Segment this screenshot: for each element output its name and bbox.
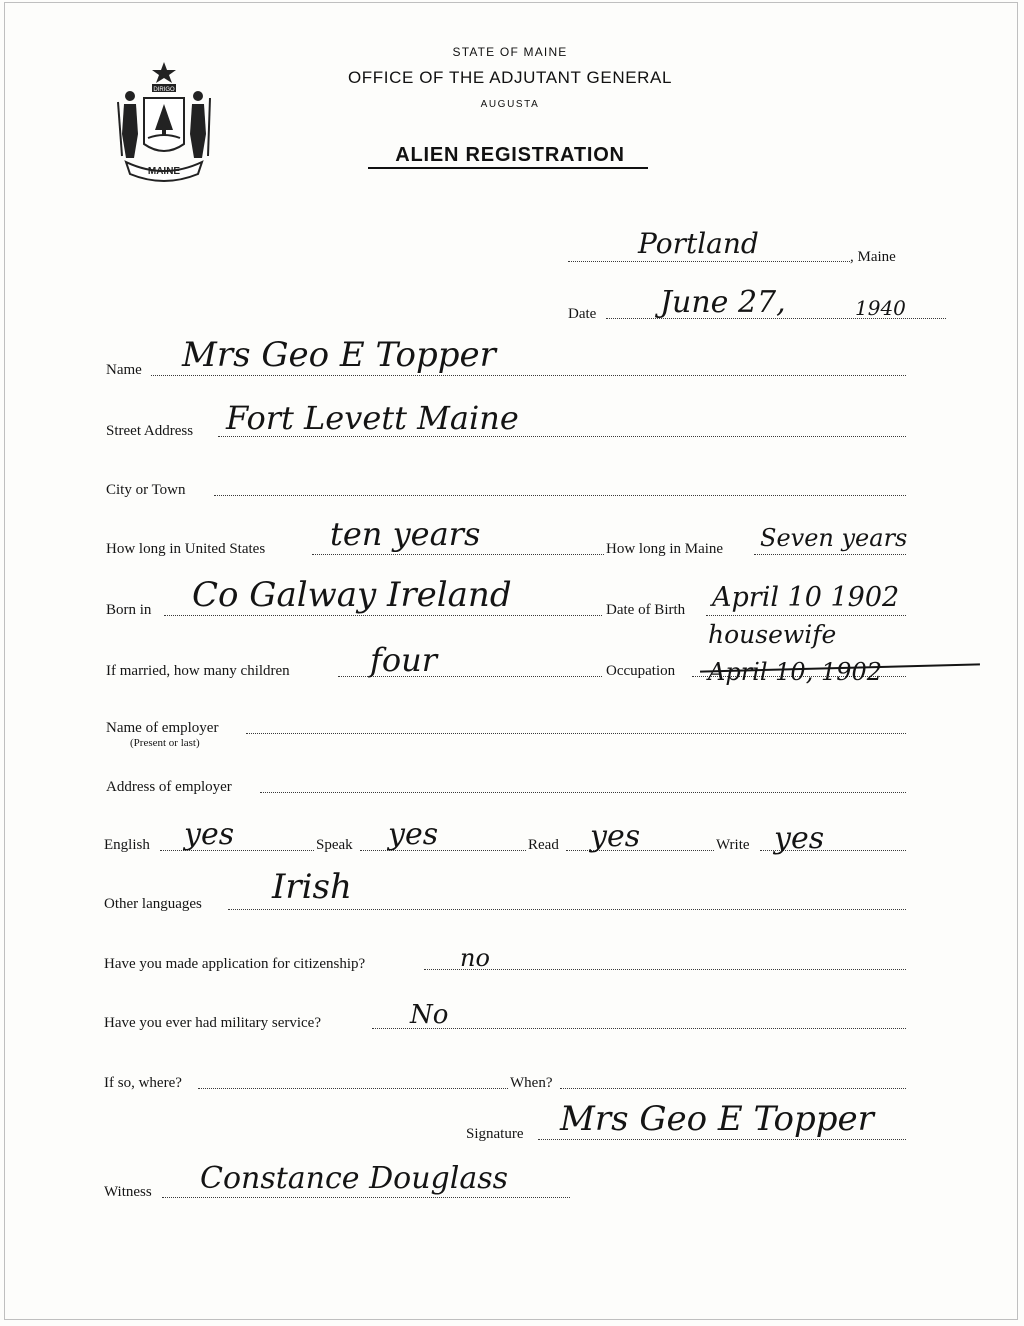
if-so-where-label: If so, where?: [104, 1075, 182, 1091]
citizenship-line: [424, 969, 906, 970]
employer-address-line: [260, 792, 906, 793]
how-long-maine-label: How long in Maine: [606, 541, 724, 557]
english-value[interactable]: yes: [184, 817, 235, 852]
occupation-label: Occupation: [606, 663, 676, 679]
military-line: [372, 1028, 906, 1029]
svg-text:MAINE: MAINE: [147, 166, 181, 177]
employer-name-label: Name of employer: [106, 720, 219, 736]
street-address-value[interactable]: Fort Levett Maine: [226, 399, 519, 437]
employer-address-label: Address of employer: [106, 779, 232, 795]
children-label: If married, how many children: [106, 663, 290, 679]
signature-value[interactable]: Mrs Geo E Topper: [560, 1099, 874, 1139]
how-long-us-label: How long in United States: [106, 541, 266, 557]
born-in-line: [164, 615, 602, 616]
employer-note: (Present or last): [130, 737, 200, 749]
how-long-maine-line: [754, 554, 906, 555]
city-label: City or Town: [106, 482, 186, 498]
citizenship-label: Have you made application for citizenship?: [104, 956, 366, 972]
other-languages-label: Other languages: [104, 896, 202, 912]
children-value[interactable]: four: [370, 641, 438, 679]
witness-label: Witness: [104, 1184, 152, 1200]
write-value[interactable]: yes: [774, 821, 825, 856]
occupation-value[interactable]: housewife: [708, 620, 837, 649]
name-value[interactable]: Mrs Geo E Topper: [182, 335, 496, 375]
signature-label: Signature: [466, 1126, 524, 1142]
name-label: Name: [106, 362, 142, 378]
write-label: Write: [716, 837, 750, 853]
signature-line: [538, 1139, 906, 1140]
maine-state-seal: [108, 58, 220, 184]
born-in-value[interactable]: Co Galway Ireland: [192, 575, 512, 615]
occupation-struck-value: April 10, 1902: [708, 658, 883, 686]
witness-line: [162, 1197, 570, 1198]
speak-line: [360, 850, 526, 851]
title-underline: [368, 167, 648, 169]
date-value-year[interactable]: 1940: [855, 296, 906, 320]
read-label: Read: [528, 837, 559, 853]
speak-value[interactable]: yes: [388, 817, 439, 852]
city-line: [214, 495, 906, 496]
date-of-birth-line: [706, 615, 906, 616]
header-city: AUGUSTA: [480, 99, 540, 110]
name-line: [151, 375, 906, 376]
maine-label: , Maine: [850, 249, 896, 265]
read-value[interactable]: yes: [590, 819, 641, 854]
when-line: [560, 1088, 906, 1089]
if-so-where-line: [198, 1088, 508, 1089]
other-languages-line: [228, 909, 906, 910]
date-of-birth-label: Date of Birth: [606, 602, 686, 618]
date-value-month-day[interactable]: June 27,: [660, 285, 786, 320]
how-long-us-value[interactable]: ten years: [330, 515, 481, 553]
place-line: [568, 261, 850, 262]
header-office: OFFICE OF THE ADJUTANT GENERAL: [347, 68, 673, 87]
military-value[interactable]: No: [410, 1000, 449, 1030]
speak-label: Speak: [316, 837, 353, 853]
citizenship-value[interactable]: no: [460, 944, 490, 972]
born-in-label: Born in: [106, 602, 152, 618]
form-title: ALIEN REGISTRATION: [395, 144, 625, 166]
how-long-us-line: [312, 554, 604, 555]
english-label: English: [104, 837, 150, 853]
when-label: When?: [510, 1075, 553, 1091]
date-of-birth-value[interactable]: April 10 1902: [712, 582, 900, 613]
other-languages-value[interactable]: Irish: [272, 867, 352, 907]
military-label: Have you ever had military service?: [104, 1015, 321, 1031]
employer-name-line: [246, 733, 906, 734]
date-label: Date: [568, 306, 597, 322]
place-value[interactable]: Portland: [638, 227, 759, 260]
header-state: STATE OF MAINE: [452, 45, 568, 59]
how-long-maine-value[interactable]: Seven years: [760, 524, 908, 552]
svg-text:DIRIGO: DIRIGO: [153, 87, 175, 93]
street-address-label: Street Address: [106, 423, 194, 439]
witness-value[interactable]: Constance Douglass: [200, 1161, 508, 1196]
